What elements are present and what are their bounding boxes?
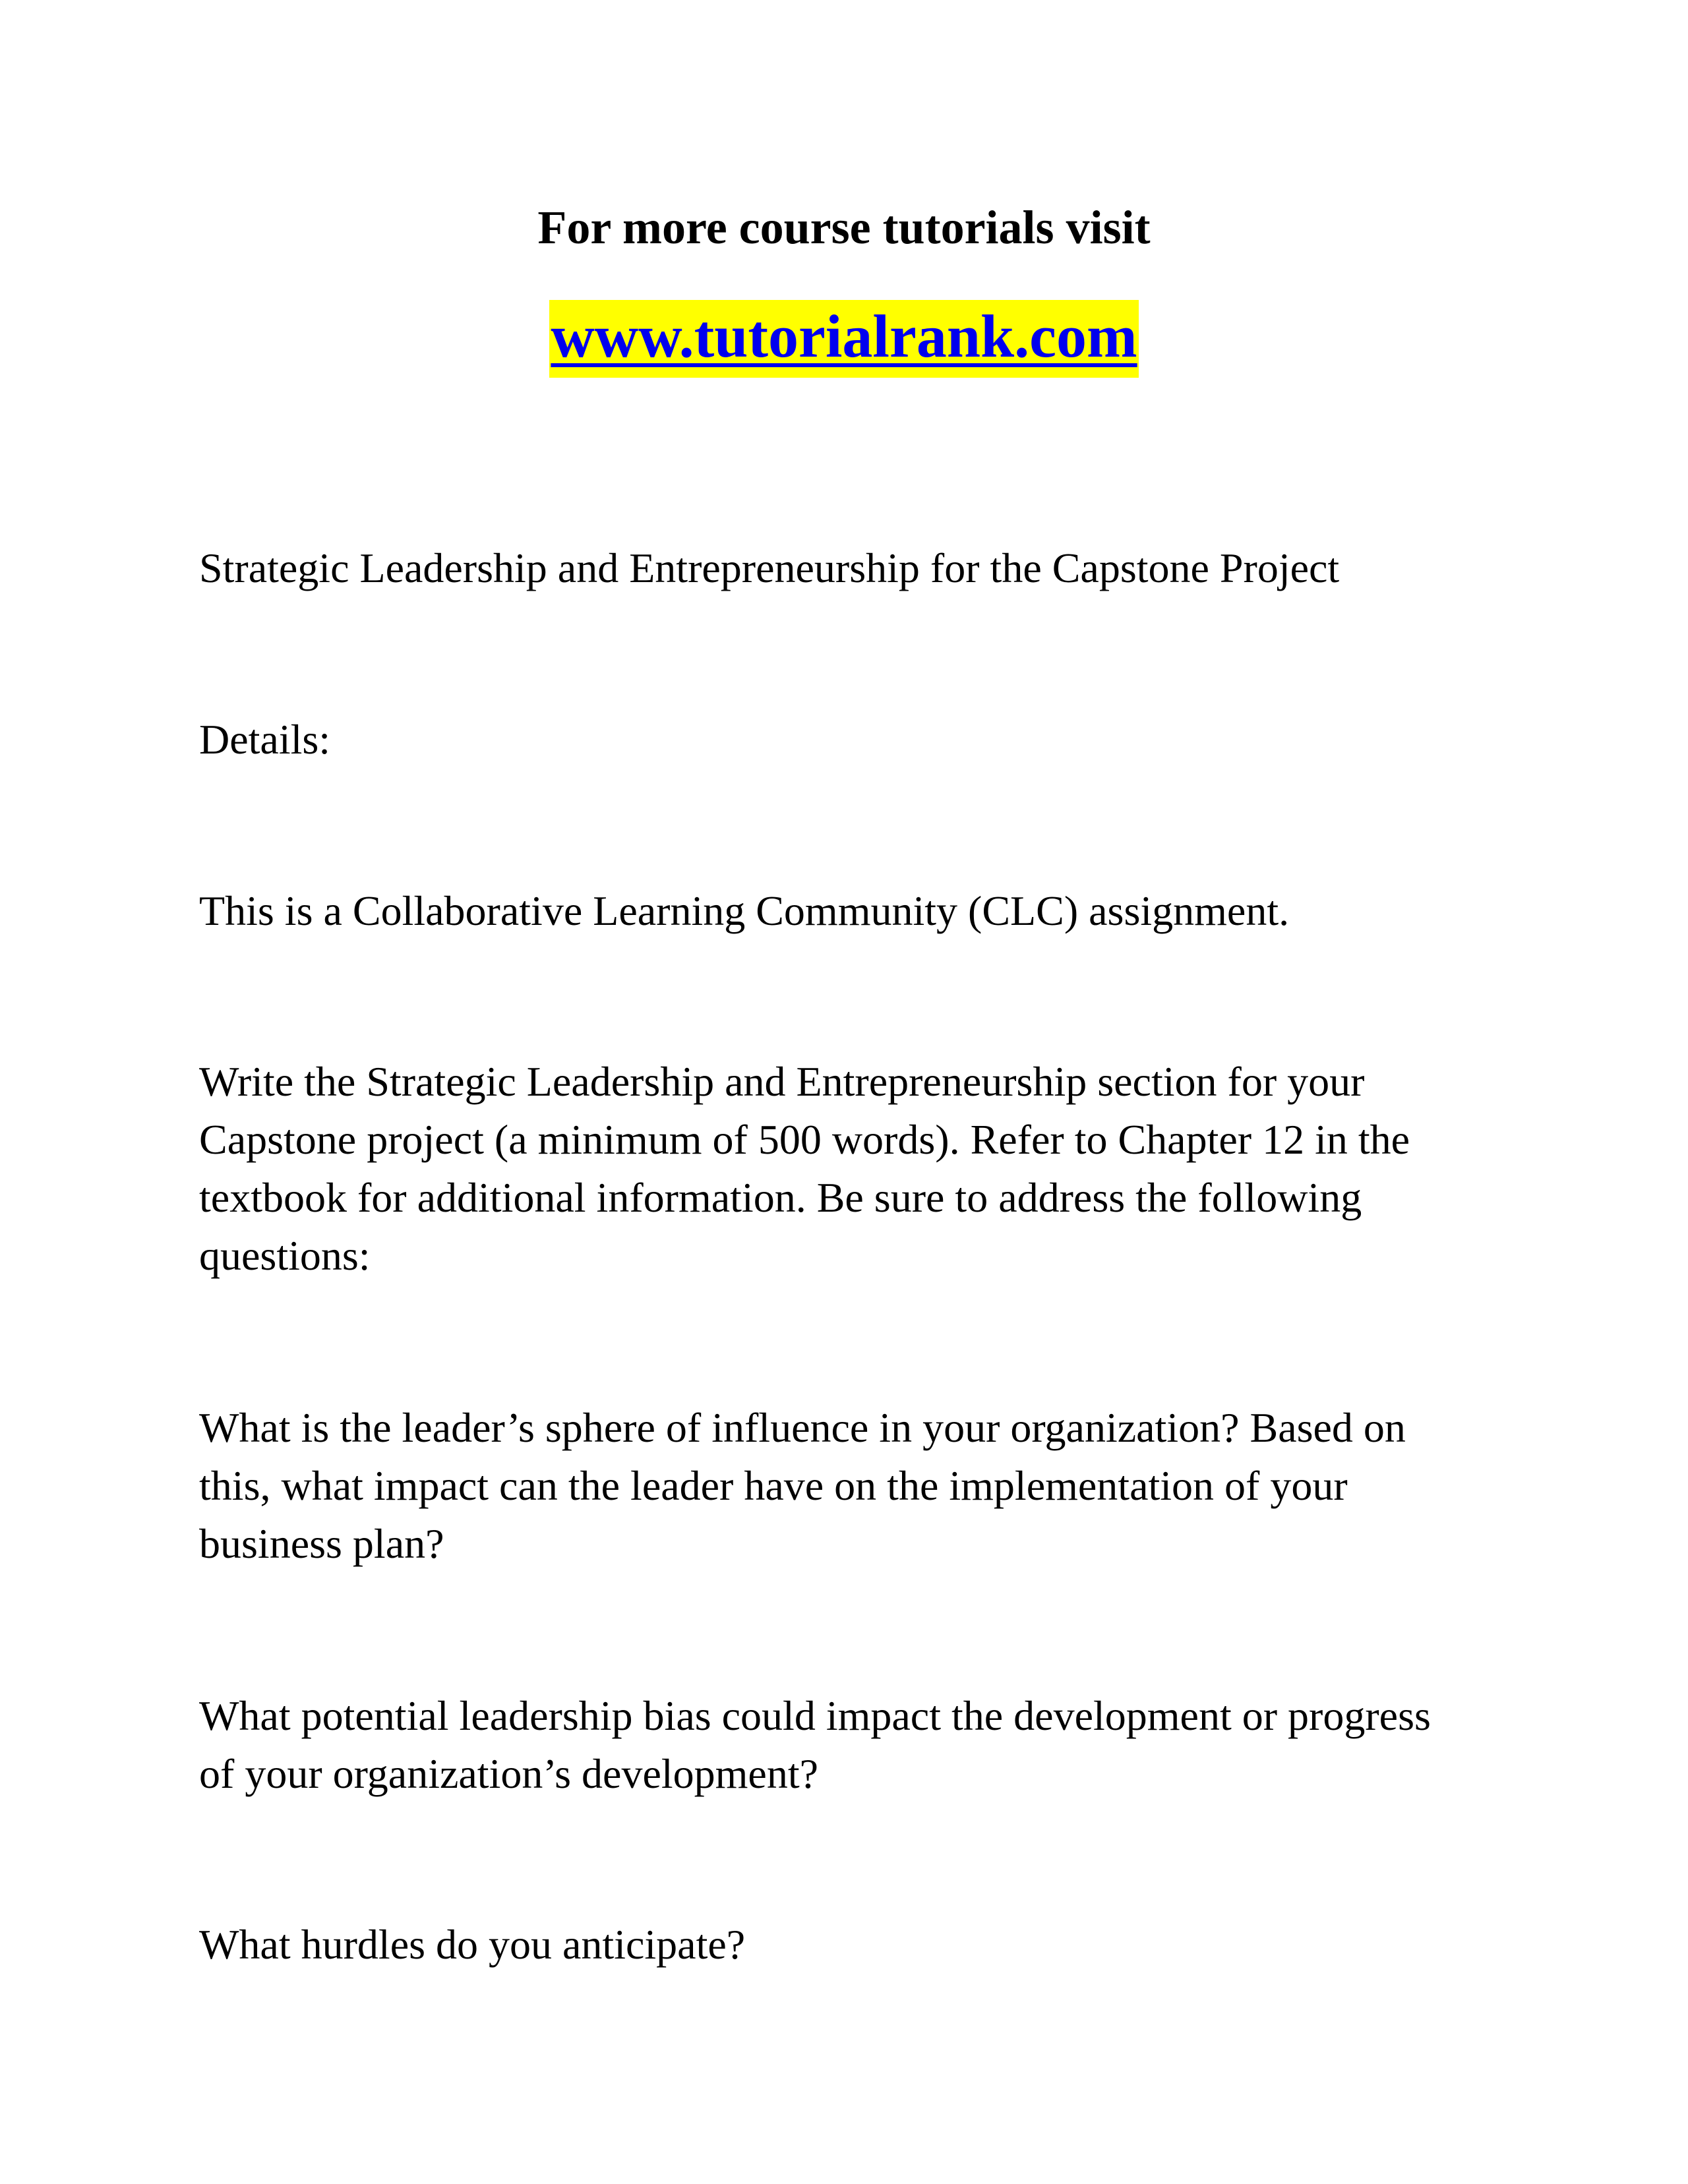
- question-2-line: of your organization’s development?: [199, 1750, 818, 1797]
- question-2-paragraph: [199, 1687, 1518, 1803]
- promo-heading: For more course tutorials visit: [537, 201, 1151, 254]
- instructions-line: textbook for additional information. Be sure to address the following: [199, 1174, 1362, 1221]
- question-1-line: business plan?: [199, 1520, 444, 1567]
- question-1-paragraph: [199, 1399, 1518, 1573]
- question-3-paragraph: What hurdles do you anticipate?: [199, 1921, 746, 1968]
- question-1-line: this, what impact can the leader have on the implementation of your: [199, 1462, 1348, 1509]
- instructions-paragraph: [199, 1053, 1518, 1285]
- tutorialrank-link[interactable]: www.tutorialrank.com: [549, 300, 1138, 378]
- clc-note: This is a Collaborative Learning Community (CLC) assignment.: [199, 887, 1290, 934]
- instructions-line: Write the Strategic Leadership and Entrepreneurship section for your: [199, 1058, 1365, 1105]
- document-title: Strategic Leadership and Entrepreneurship for the Capstone Project: [199, 545, 1340, 591]
- instructions-line: Capstone project (a minimum of 500 words). Refer to Chapter 12 in the: [199, 1116, 1410, 1163]
- details-label: Details:: [199, 716, 331, 763]
- instructions-line: questions:: [199, 1232, 371, 1279]
- promo-link-container: [0, 300, 1688, 372]
- question-2-line: What potential leadership bias could impact the development or progress: [199, 1692, 1431, 1739]
- question-1-line: What is the leader’s sphere of influence in your organization? Based on: [199, 1404, 1406, 1451]
